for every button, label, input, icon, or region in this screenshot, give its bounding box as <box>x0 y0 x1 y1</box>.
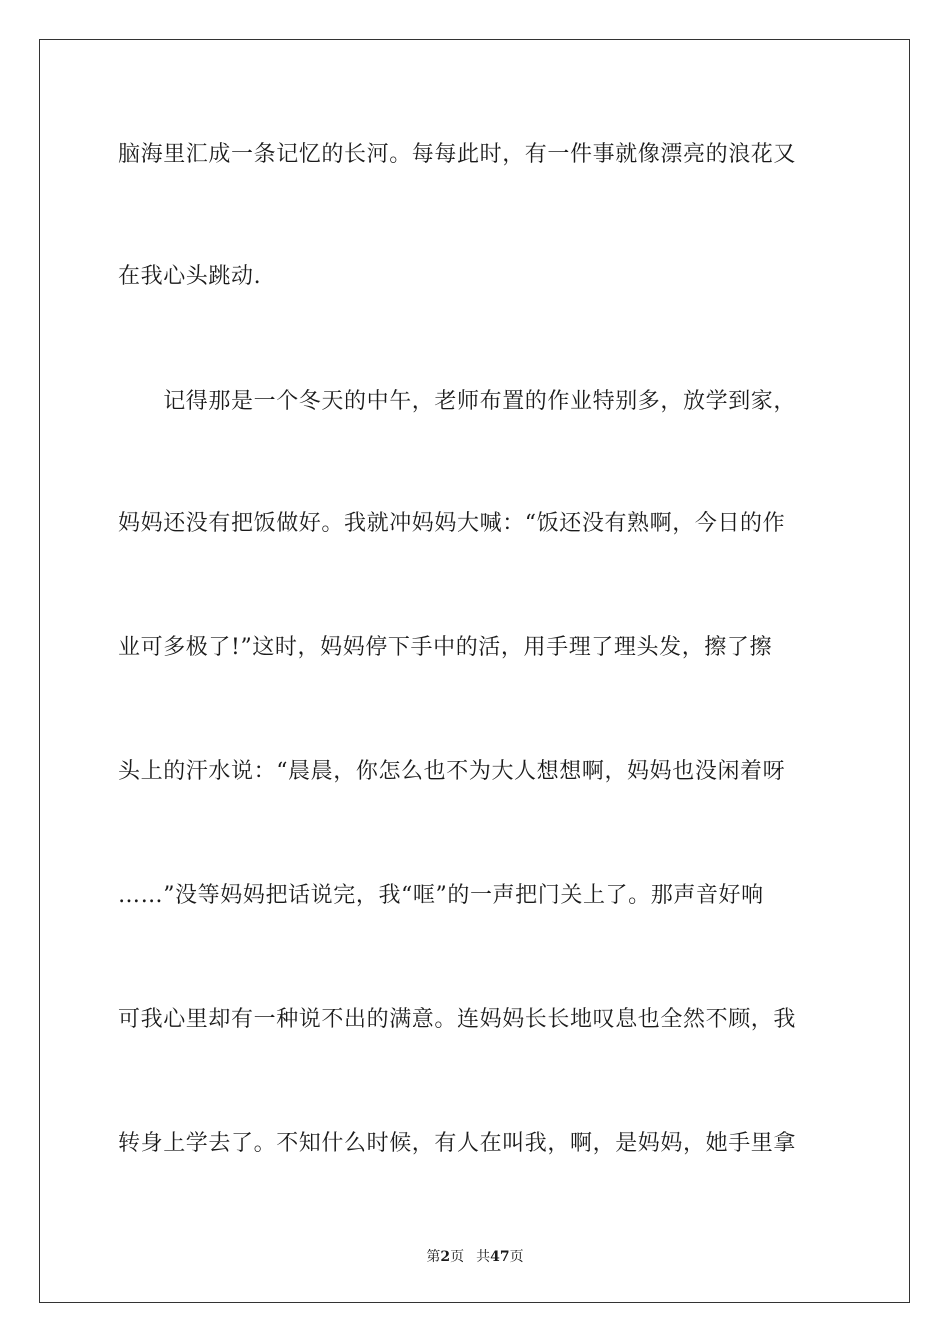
text-line-9: 转身上学去了。不知什么时候，有人在叫我，啊，是妈妈，她手里拿 <box>118 1131 797 1156</box>
page-suffix: 页 <box>450 1249 465 1265</box>
total-pages: 47 <box>490 1249 510 1265</box>
text-line-1: 脑海里汇成一条记忆的长河。每每此时，有一件事就像漂亮的浪花又 <box>118 142 797 167</box>
page-prefix: 第 <box>426 1249 441 1265</box>
page-number: 2 <box>440 1249 451 1265</box>
text-line-2: 在我心头跳动. <box>118 264 262 289</box>
total-suffix: 页 <box>509 1249 524 1265</box>
text-line-8: 可我心里却有一种说不出的满意。连妈妈长长地叹息也全然不顾，我 <box>118 1007 797 1032</box>
text-line-5: 业可多极了!”这时，妈妈停下手中的活，用手理了理头发，擦了擦 <box>118 635 773 660</box>
text-line-6: 头上的汗水说：“晨晨，你怎么也不为大人想想啊，妈妈也没闲着呀 <box>118 759 786 784</box>
page-border <box>39 39 910 1303</box>
total-prefix: 共 <box>476 1249 491 1265</box>
page-footer <box>0 1246 950 1266</box>
text-line-3: 记得那是一个冬天的中午，老师布置的作业特别多，放学到家， <box>118 389 797 414</box>
text-line-4: 妈妈还没有把饭做好。我就冲妈妈大喊：“饭还没有熟啊，今日的作 <box>118 511 786 536</box>
text-line-7: ……”没等妈妈把话说完，我“哐”的一声把门关上了。那声音好响 <box>118 883 764 908</box>
